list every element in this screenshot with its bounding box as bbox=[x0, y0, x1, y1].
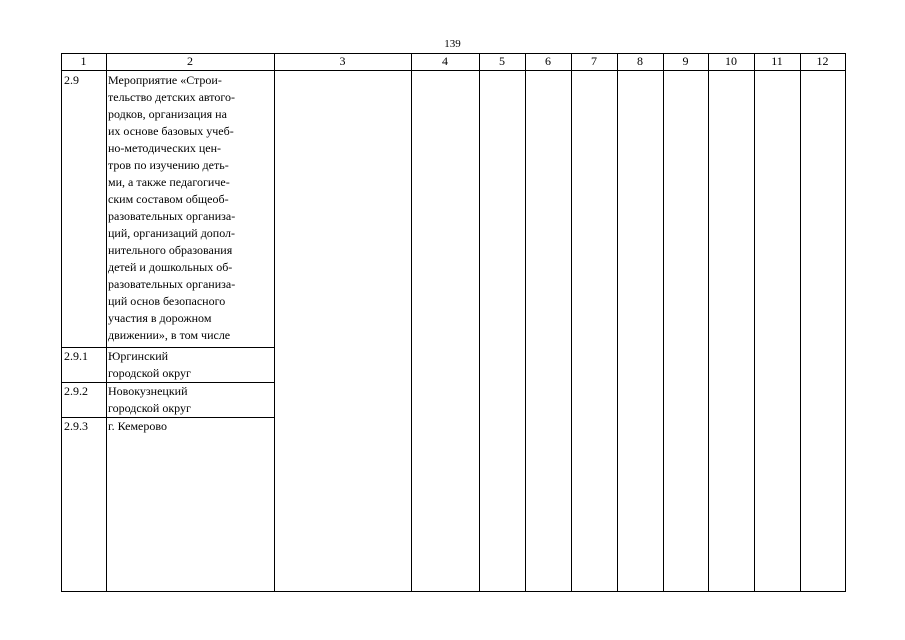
row-description-line: участия в дорожном bbox=[108, 311, 212, 325]
row-description-line: городской округ bbox=[108, 366, 191, 380]
row-description-line: Мероприятие «Строи- bbox=[108, 73, 222, 87]
data-table bbox=[61, 53, 845, 592]
row-description-line: ций основ безопасного bbox=[108, 294, 226, 308]
header-bottom-border bbox=[61, 70, 845, 71]
column-number-12: 12 bbox=[816, 54, 829, 68]
col-line-11 bbox=[800, 53, 801, 592]
row-description-line: г. Кемерово bbox=[108, 419, 167, 433]
row-description-line: ми, а также педагогиче- bbox=[108, 175, 230, 189]
col-line-10 bbox=[754, 53, 755, 592]
row-description-line: Новокузнецкий bbox=[108, 384, 188, 398]
column-number-1: 1 bbox=[80, 54, 87, 68]
column-number-11: 11 bbox=[771, 54, 783, 68]
column-number-2: 2 bbox=[187, 54, 193, 68]
col-line-5 bbox=[525, 53, 526, 592]
row-description-line: городской округ bbox=[108, 401, 191, 415]
row-code-2-9: 2.9 bbox=[64, 73, 79, 87]
column-number-8: 8 bbox=[637, 54, 643, 68]
row-description-line: родков, организация на bbox=[108, 107, 227, 121]
row-description-line: тров по изучению деть- bbox=[108, 158, 229, 172]
col-line-7 bbox=[617, 53, 618, 592]
row-code-2-9-3: 2.9.3 bbox=[64, 419, 88, 433]
col-line-8 bbox=[663, 53, 664, 592]
column-number-9: 9 bbox=[682, 54, 689, 68]
row-description-line: детей и дошкольных об- bbox=[108, 260, 233, 274]
row-description-2-9-3 bbox=[108, 418, 276, 435]
row-code-2-9-2: 2.9.2 bbox=[64, 384, 88, 398]
row-description-line: но-методических цен- bbox=[108, 141, 222, 155]
row-description-line: ским составом общеоб- bbox=[108, 192, 229, 206]
row-description-line: движении», в том числе bbox=[108, 328, 231, 342]
col-line-6 bbox=[571, 53, 572, 592]
row-description-2-9 bbox=[108, 72, 276, 344]
col-line-1 bbox=[106, 53, 107, 592]
col-line-12 bbox=[845, 53, 846, 592]
col-line-3 bbox=[411, 53, 412, 592]
row-description-line: их основе базовых учеб- bbox=[108, 124, 234, 138]
row-description-line: Юргинский bbox=[108, 349, 169, 363]
column-number-7: 7 bbox=[591, 54, 597, 68]
row-description-line: ций, организаций допол- bbox=[108, 226, 236, 240]
row-description-2-9-1 bbox=[108, 348, 276, 382]
row-description-line: разовательных организа- bbox=[108, 277, 236, 291]
row-description-line: тельство детских автого- bbox=[108, 90, 235, 104]
column-number-4: 4 bbox=[442, 54, 448, 68]
table-bottom-border bbox=[61, 591, 845, 592]
row-description-line: разовательных организа- bbox=[108, 209, 236, 223]
col-line-4 bbox=[479, 53, 480, 592]
column-number-3: 3 bbox=[339, 54, 346, 68]
column-number-5: 5 bbox=[499, 54, 505, 68]
col-line-9 bbox=[708, 53, 709, 592]
page-number: 139 bbox=[444, 38, 461, 50]
row-code-2-9-1: 2.9.1 bbox=[64, 349, 88, 363]
column-number-10: 10 bbox=[725, 54, 737, 68]
col-line-0 bbox=[61, 53, 62, 592]
row-description-line: нительного образования bbox=[108, 243, 233, 257]
row-description-2-9-2 bbox=[108, 383, 276, 417]
column-number-6: 6 bbox=[545, 54, 551, 68]
